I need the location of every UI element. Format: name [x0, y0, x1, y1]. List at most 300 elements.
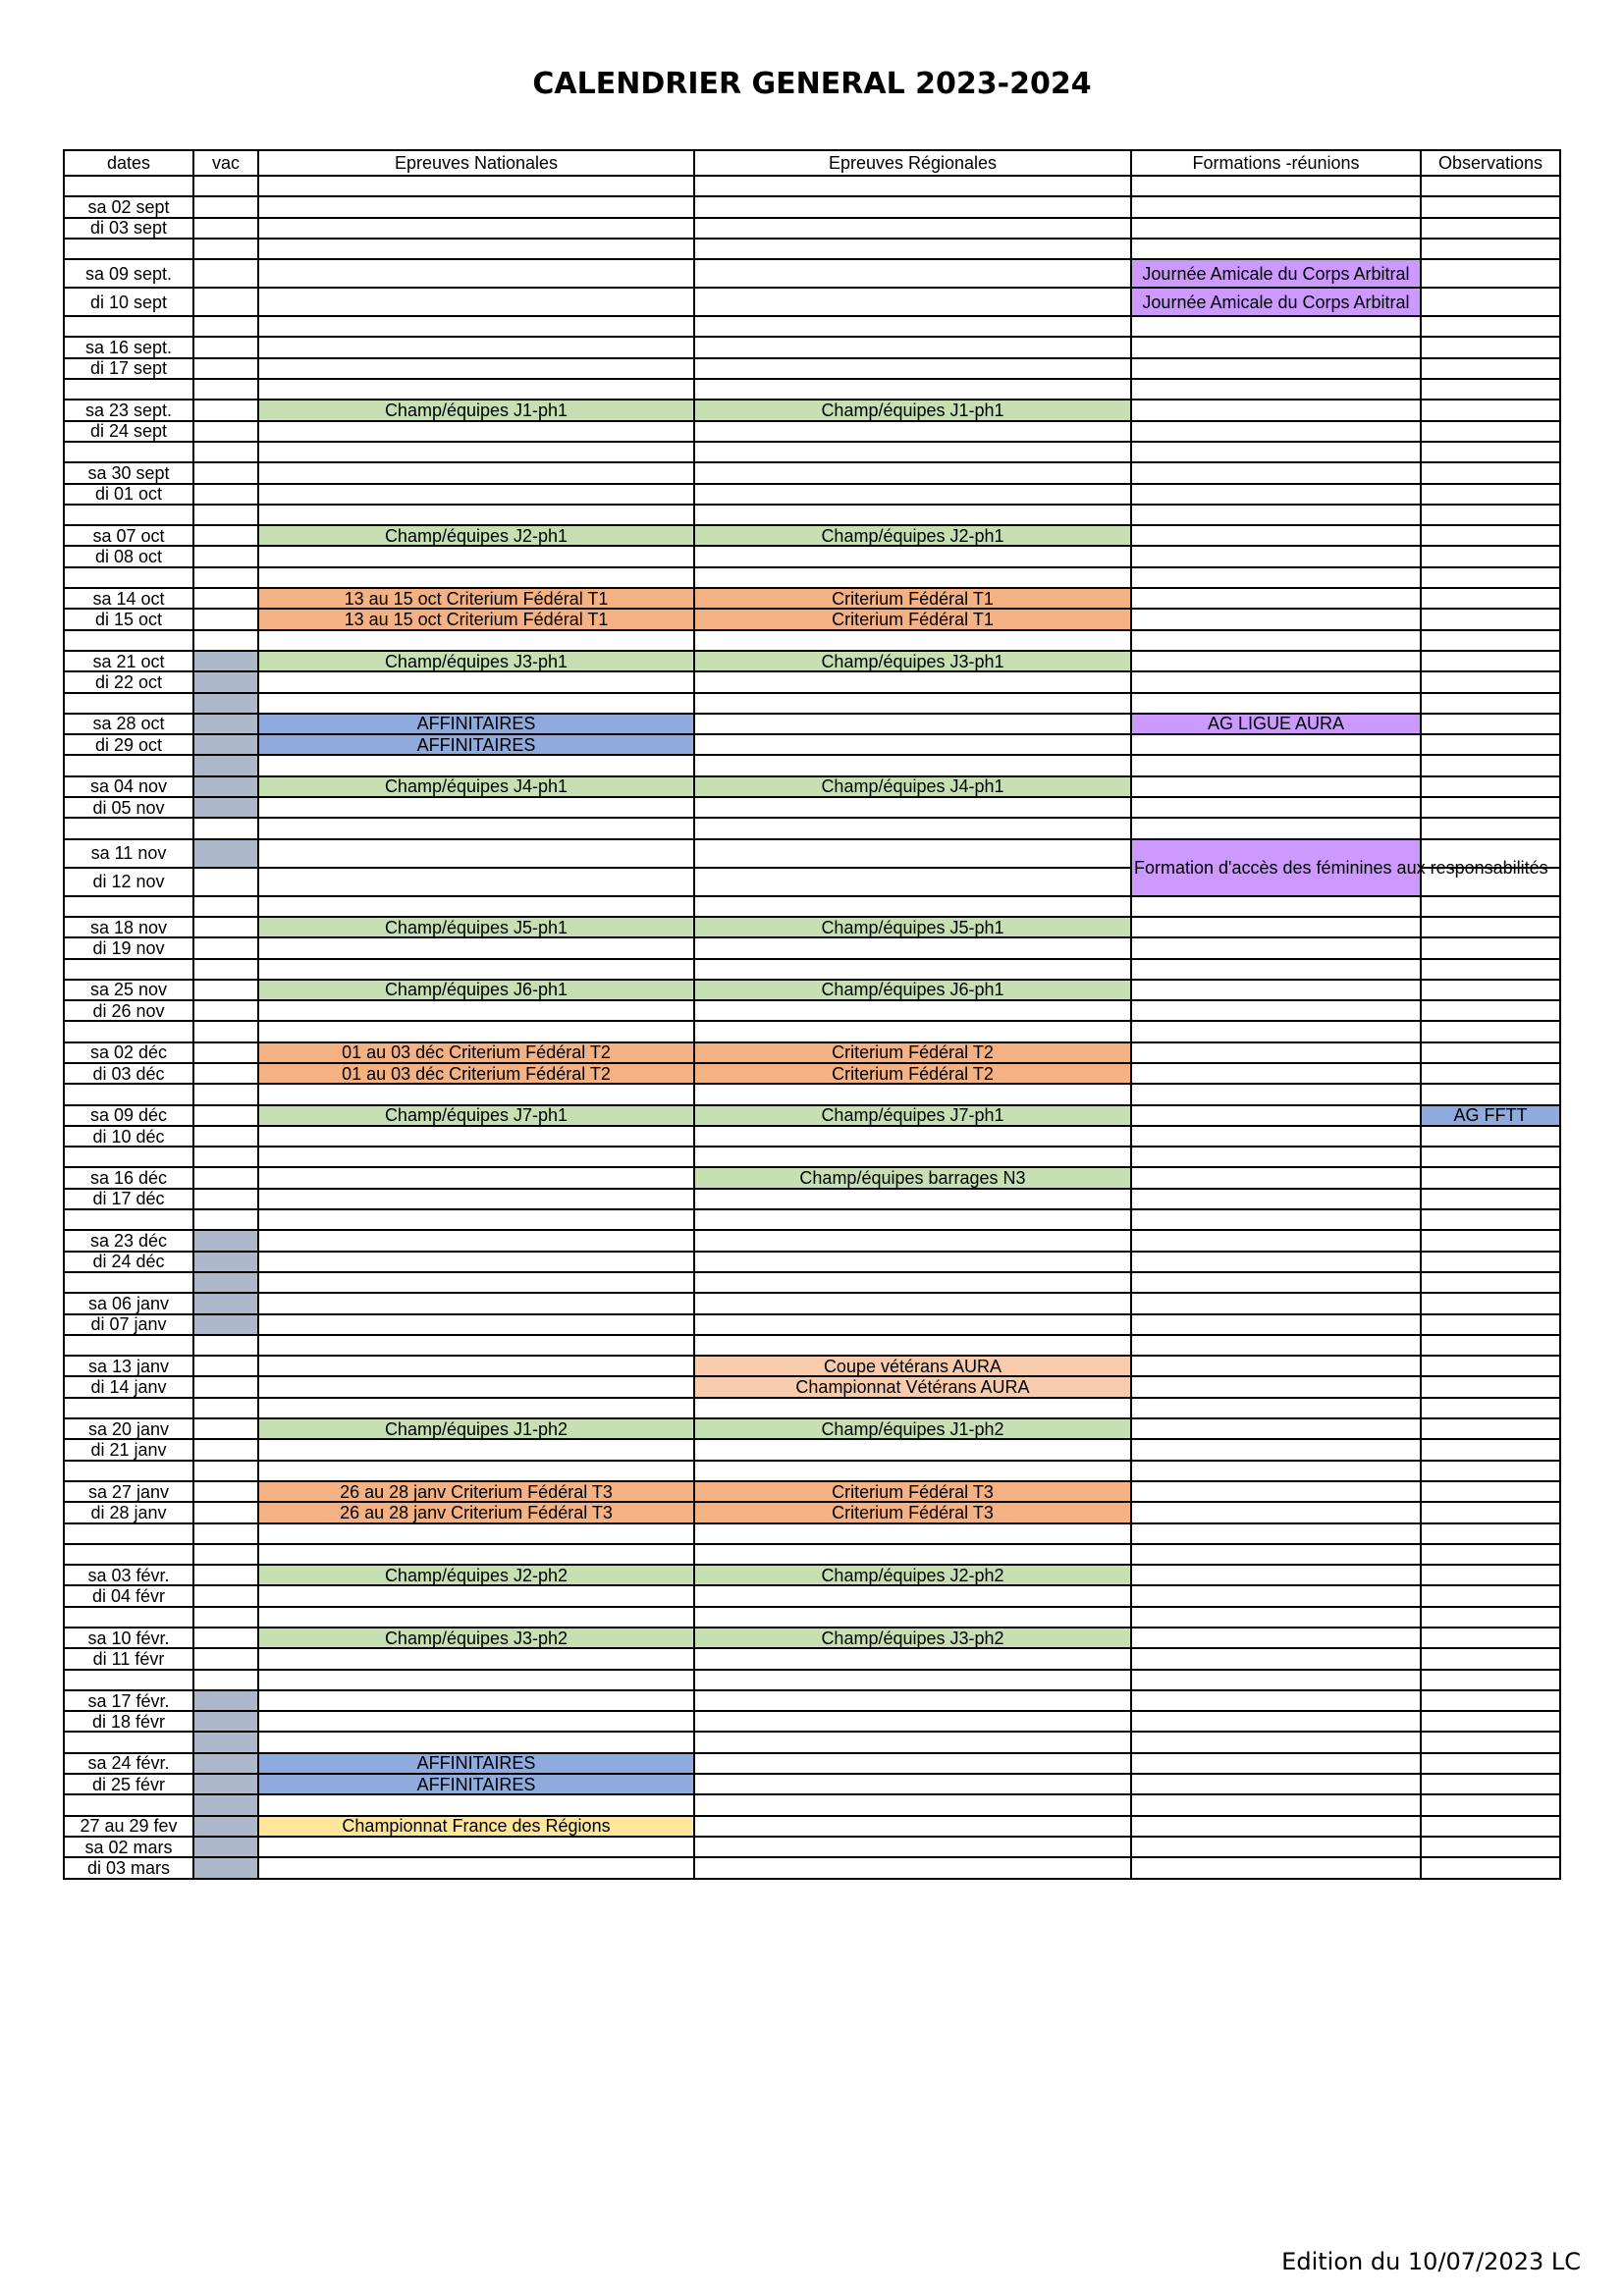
nationales-cell: [258, 567, 694, 588]
regionales-cell: [694, 1335, 1131, 1356]
vac-cell: [193, 259, 258, 288]
regionales-cell: [694, 937, 1131, 958]
vac-cell: [193, 1628, 258, 1648]
observations-cell: [1421, 1147, 1560, 1167]
regionales-cell: [694, 316, 1131, 337]
table-row: [64, 442, 1560, 462]
observations-cell: [1421, 1711, 1560, 1732]
vac-cell: [193, 1000, 258, 1021]
nationales-cell: [258, 1544, 694, 1565]
vac-cell: [193, 693, 258, 714]
vac-cell: [193, 1648, 258, 1669]
date-cell: di 19 nov: [64, 937, 193, 958]
date-cell: sa 06 janv: [64, 1293, 193, 1313]
observations-cell: [1421, 588, 1560, 609]
formations-cell: [1131, 1794, 1421, 1815]
formations-cell: [1131, 671, 1421, 692]
regionales-cell: [694, 505, 1131, 525]
vac-cell: [193, 1376, 258, 1397]
observations-cell: [1421, 462, 1560, 483]
table-row: [64, 259, 1560, 288]
date-cell: di 26 nov: [64, 1000, 193, 1021]
regionales-cell: [694, 1126, 1131, 1147]
nationales-cell: [258, 1272, 694, 1293]
table-row: [64, 1648, 1560, 1669]
formations-cell: [1131, 1209, 1421, 1230]
observations-cell: [1421, 693, 1560, 714]
table-row: [64, 1126, 1560, 1147]
observations-cell: [1421, 1816, 1560, 1837]
observations-cell: [1421, 525, 1560, 546]
observations-cell: [1421, 755, 1560, 775]
date-cell: sa 10 févr.: [64, 1628, 193, 1648]
date-cell: sa 24 févr.: [64, 1753, 193, 1774]
formations-cell: [1131, 630, 1421, 651]
regionales-cell: Champ/équipes J1-ph2: [694, 1418, 1131, 1439]
observations-cell: [1421, 1794, 1560, 1815]
nationales-cell: [258, 839, 694, 868]
table-row: [64, 671, 1560, 692]
nationales-cell: [258, 818, 694, 838]
date-cell: [64, 630, 193, 651]
table-row: [64, 1794, 1560, 1815]
formations-cell: [1131, 1230, 1421, 1251]
vac-cell: [193, 1126, 258, 1147]
vac-cell: [193, 609, 258, 629]
date-cell: di 01 oct: [64, 484, 193, 505]
formations-cell: [1131, 980, 1421, 1000]
table-row: [64, 176, 1560, 196]
regionales-cell: [694, 1670, 1131, 1690]
nationales-cell: [258, 1356, 694, 1376]
nationales-cell: [258, 218, 694, 239]
regionales-cell: Criterium Fédéral T3: [694, 1502, 1131, 1522]
table-row: [64, 288, 1560, 316]
observations-cell: [1421, 1481, 1560, 1502]
regionales-cell: [694, 671, 1131, 692]
vac-cell: [193, 421, 258, 442]
vac-cell: [193, 379, 258, 400]
observations-cell: [1421, 1252, 1560, 1272]
nationales-cell: [258, 630, 694, 651]
formations-cell: [1131, 1147, 1421, 1167]
date-cell: sa 11 nov: [64, 839, 193, 868]
formations-cell: [1131, 1816, 1421, 1837]
date-cell: di 28 janv: [64, 1502, 193, 1522]
date-cell: sa 09 déc: [64, 1105, 193, 1126]
regionales-cell: [694, 1398, 1131, 1418]
observations-cell: [1421, 1585, 1560, 1606]
nationales-cell: [258, 1439, 694, 1460]
observations-cell: [1421, 1753, 1560, 1774]
date-cell: sa 21 oct: [64, 651, 193, 671]
formations-cell: [1131, 196, 1421, 217]
formations-cell: [1131, 1398, 1421, 1418]
vac-cell: [193, 196, 258, 217]
vac-cell: [193, 1272, 258, 1293]
date-cell: sa 30 sept: [64, 462, 193, 483]
table-row: [64, 1607, 1560, 1628]
vac-cell: [193, 1461, 258, 1481]
observations-cell: [1421, 609, 1560, 629]
table-row: [64, 1585, 1560, 1606]
formations-cell: [1131, 1335, 1421, 1356]
vac-cell: [193, 1523, 258, 1544]
nationales-cell: [258, 1167, 694, 1188]
regionales-cell: [694, 1000, 1131, 1021]
table-row: [64, 1565, 1560, 1585]
date-cell: di 22 oct: [64, 671, 193, 692]
nationales-cell: Champ/équipes J4-ph1: [258, 776, 694, 797]
vac-cell: [193, 1105, 258, 1126]
table-row: [64, 316, 1560, 337]
date-cell: [64, 176, 193, 196]
table-row: [64, 1376, 1560, 1397]
regionales-cell: [694, 1544, 1131, 1565]
regionales-cell: [694, 1585, 1131, 1606]
date-cell: di 08 oct: [64, 546, 193, 566]
regionales-cell: [694, 442, 1131, 462]
nationales-cell: [258, 896, 694, 917]
nationales-cell: Champ/équipes J5-ph1: [258, 917, 694, 937]
observations-cell: [1421, 1398, 1560, 1418]
vac-cell: [193, 1544, 258, 1565]
vac-cell: [193, 1585, 258, 1606]
date-cell: di 29 oct: [64, 734, 193, 755]
header-row: [64, 150, 1560, 176]
table-row: [64, 980, 1560, 1000]
date-cell: di 17 sept: [64, 358, 193, 379]
header-dates: dates: [64, 150, 193, 176]
formations-cell: [1131, 651, 1421, 671]
formations-cell: [1131, 1857, 1421, 1878]
calendar-body: [64, 176, 1560, 1879]
nationales-cell: [258, 1209, 694, 1230]
formations-cell: [1131, 1126, 1421, 1147]
date-cell: [64, 1544, 193, 1565]
vac-cell: [193, 442, 258, 462]
formations-cell: [1131, 337, 1421, 357]
observations-cell: [1421, 337, 1560, 357]
nationales-cell: [258, 1607, 694, 1628]
date-cell: di 25 févr: [64, 1774, 193, 1794]
date-cell: [64, 1607, 193, 1628]
nationales-cell: AFFINITAIRES: [258, 714, 694, 734]
table-row: [64, 525, 1560, 546]
nationales-cell: [258, 1837, 694, 1857]
formations-cell: [1131, 755, 1421, 775]
regionales-cell: [694, 462, 1131, 483]
date-cell: di 15 oct: [64, 609, 193, 629]
nationales-cell: [258, 337, 694, 357]
header-observations: Observations: [1421, 150, 1560, 176]
regionales-cell: [694, 755, 1131, 775]
observations-cell: [1421, 1439, 1560, 1460]
regionales-cell: [694, 337, 1131, 357]
date-cell: [64, 1084, 193, 1104]
date-cell: [64, 1461, 193, 1481]
regionales-cell: Champ/équipes J3-ph2: [694, 1628, 1131, 1648]
vac-cell: [193, 776, 258, 797]
formations-cell: [1131, 567, 1421, 588]
vac-cell: [193, 1042, 258, 1063]
formations-cell: [1131, 442, 1421, 462]
nationales-cell: [258, 176, 694, 196]
vac-cell: [193, 462, 258, 483]
table-row: [64, 484, 1560, 505]
nationales-cell: [258, 868, 694, 896]
date-cell: di 10 déc: [64, 1126, 193, 1147]
table-row: [64, 1461, 1560, 1481]
nationales-cell: [258, 462, 694, 483]
formations-cell: [1131, 505, 1421, 525]
formations-cell: [1131, 734, 1421, 755]
formations-cell: [1131, 609, 1421, 629]
formations-cell: [1131, 1648, 1421, 1669]
regionales-cell: [694, 567, 1131, 588]
vac-cell: [193, 755, 258, 775]
regionales-cell: [694, 546, 1131, 566]
table-row: [64, 1147, 1560, 1167]
vac-cell: [193, 1857, 258, 1878]
table-row: [64, 1753, 1560, 1774]
formations-cell: [1131, 218, 1421, 239]
nationales-cell: [258, 755, 694, 775]
nationales-cell: [258, 1335, 694, 1356]
date-cell: di 12 nov: [64, 868, 193, 896]
date-cell: di 18 févr: [64, 1711, 193, 1732]
regionales-cell: [694, 1732, 1131, 1752]
nationales-cell: Champ/équipes J3-ph2: [258, 1628, 694, 1648]
observations-cell: [1421, 671, 1560, 692]
table-row: [64, 818, 1560, 838]
observations-cell: [1421, 1084, 1560, 1104]
formations-cell: [1131, 421, 1421, 442]
observations-cell: AG FFTT: [1421, 1105, 1560, 1126]
table-row: [64, 917, 1560, 937]
regionales-cell: [694, 259, 1131, 288]
table-row: [64, 959, 1560, 980]
header-epreuves-regionales: Epreuves Régionales: [694, 150, 1131, 176]
observations-cell: [1421, 176, 1560, 196]
vac-cell: [193, 316, 258, 337]
vac-cell: [193, 1063, 258, 1084]
nationales-cell: [258, 693, 694, 714]
formations-cell: [1131, 358, 1421, 379]
vac-cell: [193, 588, 258, 609]
date-cell: [64, 693, 193, 714]
regionales-cell: [694, 693, 1131, 714]
table-row: [64, 1774, 1560, 1794]
regionales-cell: Champ/équipes J4-ph1: [694, 776, 1131, 797]
formations-cell: [1131, 1502, 1421, 1522]
observations-cell: [1421, 896, 1560, 917]
date-cell: di 03 sept: [64, 218, 193, 239]
date-cell: sa 16 déc: [64, 1167, 193, 1188]
formations-cell: [1131, 1837, 1421, 1857]
regionales-cell: [694, 1252, 1131, 1272]
date-cell: sa 02 mars: [64, 1837, 193, 1857]
formations-cell: [1131, 917, 1421, 937]
table-row: [64, 421, 1560, 442]
date-cell: [64, 316, 193, 337]
table-row: [64, 337, 1560, 357]
nationales-cell: [258, 1670, 694, 1690]
regionales-cell: Champ/équipes J7-ph1: [694, 1105, 1131, 1126]
date-cell: sa 28 oct: [64, 714, 193, 734]
vac-cell: [193, 358, 258, 379]
date-cell: [64, 567, 193, 588]
vac-cell: [193, 818, 258, 838]
date-cell: sa 27 janv: [64, 1481, 193, 1502]
date-cell: di 10 sept: [64, 288, 193, 316]
table-row: [64, 1000, 1560, 1021]
table-row: [64, 1063, 1560, 1084]
observations-cell: [1421, 937, 1560, 958]
table-row: [64, 1209, 1560, 1230]
nationales-cell: [258, 937, 694, 958]
formations-cell: [1131, 937, 1421, 958]
observations-cell: [1421, 218, 1560, 239]
nationales-cell: [258, 1252, 694, 1272]
date-cell: di 14 janv: [64, 1376, 193, 1397]
vac-cell: [193, 839, 258, 868]
vac-cell: [193, 917, 258, 937]
table-row: [64, 239, 1560, 259]
observations-cell: [1421, 1502, 1560, 1522]
vac-cell: [193, 937, 258, 958]
observations-cell: [1421, 1418, 1560, 1439]
table-row: [64, 462, 1560, 483]
nationales-cell: Champ/équipes J1-ph2: [258, 1418, 694, 1439]
date-cell: sa 07 oct: [64, 525, 193, 546]
vac-cell: [193, 288, 258, 316]
table-row: [64, 546, 1560, 566]
nationales-cell: 13 au 15 oct Criterium Fédéral T1: [258, 588, 694, 609]
observations-cell: [1421, 288, 1560, 316]
regionales-cell: Championnat Vétérans AURA: [694, 1376, 1131, 1397]
observations-cell: [1421, 1732, 1560, 1752]
formations-cell: [1131, 959, 1421, 980]
observations-cell: [1421, 1607, 1560, 1628]
regionales-cell: [694, 1021, 1131, 1041]
regionales-cell: [694, 868, 1131, 896]
vac-cell: [193, 980, 258, 1000]
vac-cell: [193, 1732, 258, 1752]
date-cell: [64, 959, 193, 980]
regionales-cell: Champ/équipes J5-ph1: [694, 917, 1131, 937]
regionales-cell: [694, 176, 1131, 196]
regionales-cell: Champ/équipes J3-ph1: [694, 651, 1131, 671]
vac-cell: [193, 1837, 258, 1857]
date-cell: [64, 442, 193, 462]
observations-cell: [1421, 1523, 1560, 1544]
vac-cell: [193, 1794, 258, 1815]
vac-cell: [193, 1774, 258, 1794]
formations-cell: [1131, 1293, 1421, 1313]
regionales-cell: [694, 630, 1131, 651]
table-row: [64, 400, 1560, 420]
regionales-cell: [694, 484, 1131, 505]
nationales-cell: [258, 1794, 694, 1815]
table-row: [64, 1628, 1560, 1648]
nationales-cell: [258, 1732, 694, 1752]
table-row: [64, 1167, 1560, 1188]
observations-cell: [1421, 400, 1560, 420]
date-cell: [64, 1021, 193, 1041]
nationales-cell: [258, 546, 694, 566]
vac-cell: [193, 1335, 258, 1356]
formations-cell: [1131, 1167, 1421, 1188]
header-formations-reunions: Formations -réunions: [1131, 150, 1421, 176]
nationales-cell: [258, 671, 694, 692]
regionales-cell: [694, 734, 1131, 755]
observations-cell: [1421, 651, 1560, 671]
date-cell: [64, 896, 193, 917]
formations-cell: [1131, 176, 1421, 196]
regionales-cell: [694, 714, 1131, 734]
observations-cell: [1421, 776, 1560, 797]
table-row: [64, 1544, 1560, 1565]
formations-cell: [1131, 1439, 1421, 1460]
observations-cell: [1421, 1837, 1560, 1857]
formations-cell: [1131, 1523, 1421, 1544]
vac-cell: [193, 1711, 258, 1732]
observations-cell: [1421, 734, 1560, 755]
regionales-cell: [694, 1857, 1131, 1878]
vac-cell: [193, 896, 258, 917]
observations-cell: [1421, 1063, 1560, 1084]
formations-cell: [1131, 1753, 1421, 1774]
regionales-cell: [694, 1690, 1131, 1711]
regionales-cell: [694, 1084, 1131, 1104]
vac-cell: [193, 1398, 258, 1418]
observations-cell: [1421, 1126, 1560, 1147]
formations-cell: [1131, 1252, 1421, 1272]
formations-cell: Formation d'accès des féminines aux responsabilités: [1131, 839, 1421, 896]
table-row: [64, 839, 1560, 868]
formations-cell: [1131, 693, 1421, 714]
table-row: [64, 1711, 1560, 1732]
regionales-cell: [694, 239, 1131, 259]
regionales-cell: [694, 818, 1131, 838]
table-row: [64, 1439, 1560, 1460]
nationales-cell: [258, 1000, 694, 1021]
formations-cell: [1131, 1544, 1421, 1565]
regionales-cell: Criterium Fédéral T2: [694, 1042, 1131, 1063]
vac-cell: [193, 1670, 258, 1690]
date-cell: di 17 déc: [64, 1189, 193, 1209]
regionales-cell: Criterium Fédéral T2: [694, 1063, 1131, 1084]
formations-cell: [1131, 797, 1421, 818]
regionales-cell: [694, 797, 1131, 818]
regionales-cell: [694, 1837, 1131, 1857]
nationales-cell: [258, 1230, 694, 1251]
date-cell: sa 02 déc: [64, 1042, 193, 1063]
table-row: [64, 1356, 1560, 1376]
nationales-cell: Champ/équipes J2-ph1: [258, 525, 694, 546]
formations-cell: [1131, 1021, 1421, 1041]
formations-cell: [1131, 1585, 1421, 1606]
nationales-cell: Champ/équipes J7-ph1: [258, 1105, 694, 1126]
regionales-cell: [694, 218, 1131, 239]
formations-cell: [1131, 379, 1421, 400]
vac-cell: [193, 484, 258, 505]
formations-cell: [1131, 1272, 1421, 1293]
formations-cell: [1131, 1418, 1421, 1439]
nationales-cell: [258, 442, 694, 462]
date-cell: [64, 1732, 193, 1752]
